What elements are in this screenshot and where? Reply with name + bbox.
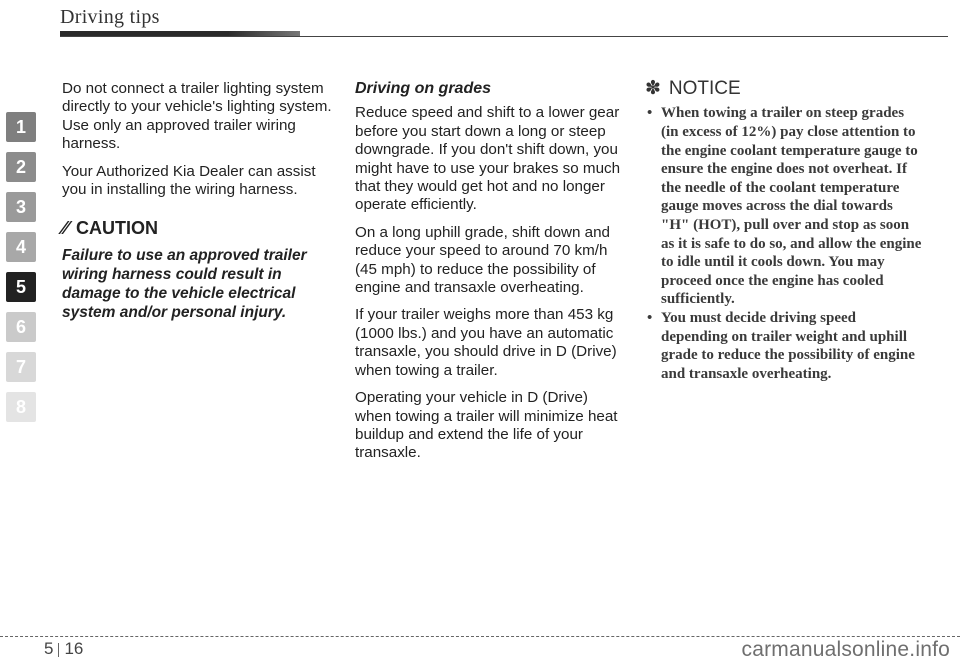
chapter-tab-4[interactable]: 4 <box>6 232 36 262</box>
notice-heading <box>645 80 923 98</box>
chapter-tab-8[interactable]: 8 <box>6 392 36 422</box>
watermark: carmanualsonline.info <box>741 638 950 661</box>
chapter-tab-3[interactable]: 3 <box>6 192 36 222</box>
paragraph: Do not connect a trailer lighting system directly to your vehicle's lighting system. Use only an approved trailer wiring harness. <box>62 80 332 153</box>
page-separator <box>58 643 59 657</box>
chapter-tab-5[interactable]: 5 <box>6 272 36 302</box>
column-middle <box>355 80 627 472</box>
chapter-tab-6[interactable]: 6 <box>6 312 36 342</box>
chapter-tab-7[interactable]: 7 <box>6 352 36 382</box>
page-number <box>44 639 83 659</box>
header-rule <box>60 36 948 37</box>
notice-item: • When towing a trailer on steep grades (in excess of 12%) pay close attention to the engine coolant temperature gauge to ensure the engine does not overheat. If the needle of the coolant temperature gauge moves across the dial towards "H" (HOT), pull over and stop as soon as it is safe to do so, and allow the engine to idle until it cools down. You may proceed once the engine has cooled sufficiently. <box>645 104 923 309</box>
column-left <box>62 80 332 322</box>
notice-item: • You must decide driving speed depending on trailer weight and uphill grade to reduce the possibility of engine and transaxle overheating. <box>645 309 923 383</box>
paragraph: On a long uphill grade, shift down and reduce your speed to around 70 km/h (45 mph) to reduce the possibility of engine and transaxle overheating. <box>355 223 610 297</box>
page-index: 16 <box>64 639 84 658</box>
chapter-tab-2[interactable]: 2 <box>6 152 36 182</box>
caution-text: Failure to use an approved trailer wiring harness could result in damage to the vehicle electrical system and/or personal injury. <box>62 246 307 321</box>
paragraph: Reduce speed and shift to a lower gear before you start down a long or steep downgrade. If you don't shift down, you might have to use your brakes so much that they would get hot and no longer operate efficiently. <box>355 104 621 214</box>
column-right <box>645 80 923 383</box>
notice-list <box>645 104 923 383</box>
caution-heading <box>62 219 332 237</box>
footer-rule <box>0 636 960 637</box>
page-chapter: 5 <box>44 639 54 658</box>
notice-symbol-icon: ✽ <box>645 78 661 99</box>
page-header-title: Driving tips <box>60 6 160 28</box>
chapter-tabs <box>0 112 42 432</box>
notice-title: NOTICE <box>668 78 741 99</box>
paragraph: If your trailer weighs more than 453 kg (1000 lbs.) and you have an automatic transaxle, you should drive in D (Drive) when towing a trailer. <box>355 306 617 379</box>
chapter-tab-1[interactable]: 1 <box>6 112 36 142</box>
caution-title: CAUTION <box>76 218 159 239</box>
caution-icon: ⁄⁄ <box>62 218 69 239</box>
paragraph: Operating your vehicle in D (Drive) when towing a trailer will minimize heat buildup and extend the life of your transaxle. <box>355 389 618 462</box>
section-heading: Driving on grades <box>355 80 492 97</box>
paragraph: Your Authorized Kia Dealer can assist you in installing the wiring harness. <box>62 162 316 199</box>
